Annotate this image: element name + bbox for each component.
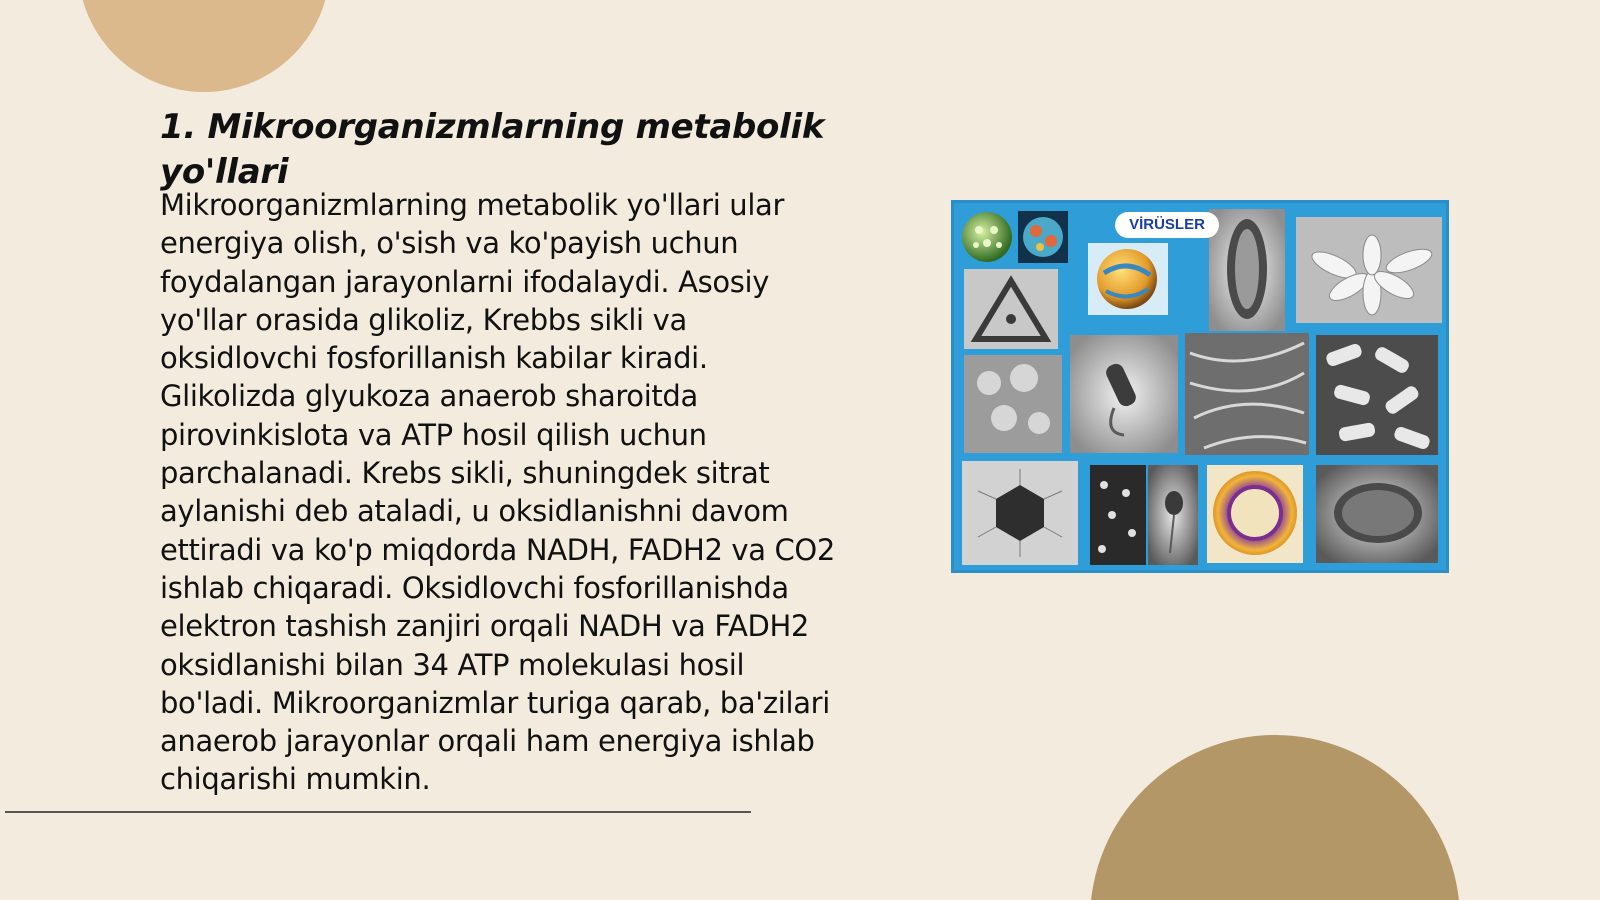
single-particle-tile [1148, 465, 1198, 565]
triangular-virus-tile [964, 269, 1058, 349]
rod-virus-tile [1316, 335, 1438, 455]
divider-line [5, 811, 751, 813]
flower-virus-tile [1207, 465, 1303, 563]
phage-virus-tile [1070, 335, 1178, 453]
petal-virus-tile [1296, 217, 1442, 323]
capsid-model-tile [1018, 211, 1068, 263]
decorative-circle-bottom [1090, 735, 1460, 900]
cell-cluster-tile [964, 355, 1062, 453]
virus-collage-graphic [954, 203, 1446, 570]
hexagonal-virus-tile [962, 461, 1078, 565]
filament-virus-tile [1185, 333, 1309, 455]
particles-tile [1090, 465, 1146, 565]
spiked-virus-tile [1088, 243, 1168, 315]
virus-label: VİRÜSLER [1115, 212, 1219, 238]
virus-collage-image [951, 200, 1449, 573]
icosahedral-virus-tile [962, 212, 1012, 262]
slide-body-text: Mikroorganizmlarning metabolik yo'llari ular energiya olish, o'sish va ko'payish uchun foydalangan jarayonlarni ifodalaydi. Asosiy yo'llar orasida glikoliz, Krebbs sikli va oksidlovchi fosforillanish kabilar kiradi. Glikolizda glyukoza anaerob sharoitda pirovinkislota va ATP hosil qilish uchun parchalanadi. Krebs sikli, shuningdek sitrat aylanishi deb ataladi, u oksidlanishni davom ettiradi va ko'p miqdorda NADH, FADH2 va CO2 ishlab chiqaradi. Oksidlovchi fosforillanishda elektron tashish zanjiri orqali NADH va FADH2 oksidlanishi bilan 34 ATP molekulasi hosil bo'ladi. Mikroorganizmlar turiga qarab, ba'zilari anaerob jarayonlar orqali ham energiya ishlab chiqarishi mumkin. [160, 188, 835, 797]
oval-virus-tile [1316, 465, 1438, 563]
elongated-virus-tile [1209, 209, 1285, 331]
decorative-circle-top [78, 0, 330, 92]
slide-title: 1. Mikroorganizmlarning metabolik yo'llari [160, 107, 825, 192]
